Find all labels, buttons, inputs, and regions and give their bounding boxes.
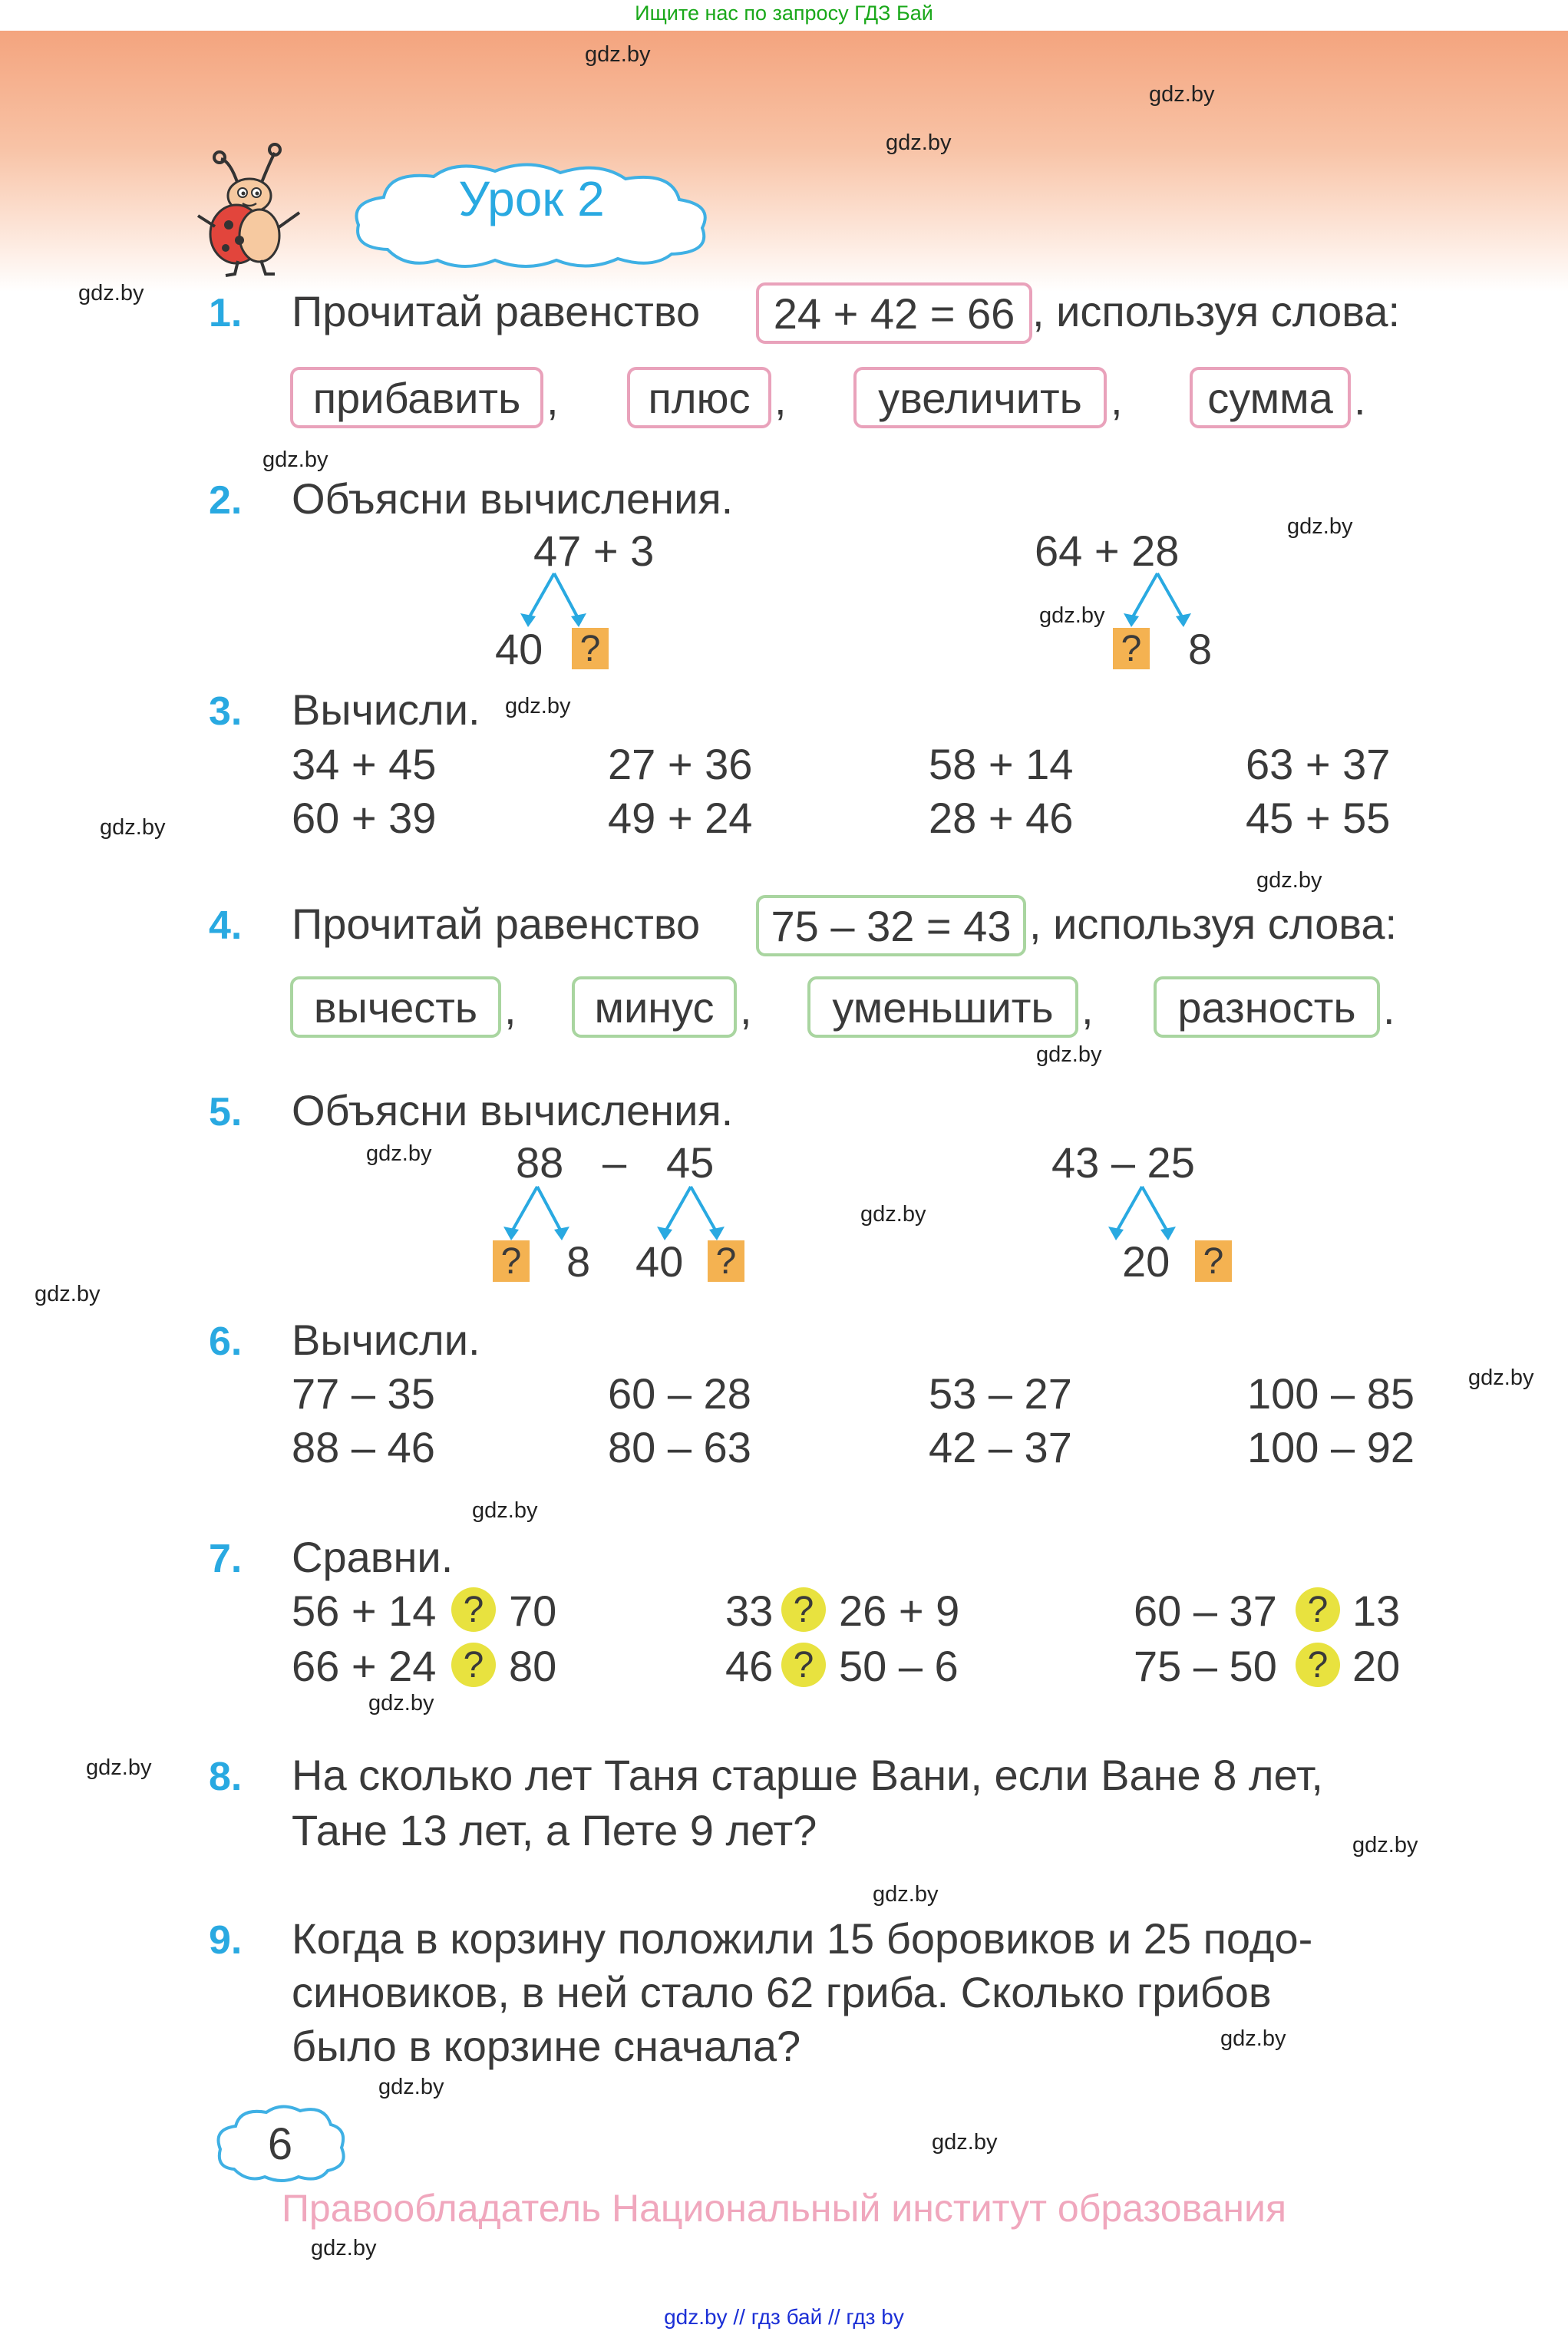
- comma: ,: [1081, 985, 1094, 1033]
- word-box: увеличить: [853, 367, 1107, 428]
- task-number-7: 7.: [209, 1537, 243, 1581]
- word-box: минус: [572, 976, 737, 1038]
- compare-left: 33: [725, 1587, 774, 1635]
- expression: 47 + 3: [533, 527, 655, 575]
- footer-links: [0, 2305, 1568, 2330]
- task-number-6: 6.: [209, 1319, 243, 1364]
- footer-separator: //: [733, 2305, 745, 2329]
- compare-right: 70: [509, 1587, 557, 1635]
- compare-right: 26 + 9: [839, 1587, 960, 1635]
- task-4-text-end: , используя слова:: [1029, 900, 1398, 948]
- watermark: gdz.by: [1039, 603, 1105, 628]
- lesson-title: Урок 2: [458, 171, 605, 226]
- compare-left: 56 + 14: [292, 1587, 437, 1635]
- example: 88 – 46: [292, 1423, 435, 1471]
- task-6-text: Вычисли.: [292, 1316, 480, 1364]
- watermark: gdz.by: [1287, 514, 1353, 539]
- watermark: gdz.by: [472, 1498, 538, 1523]
- footer-link[interactable]: гдз by: [846, 2305, 904, 2329]
- footer-link[interactable]: gdz.by: [664, 2305, 728, 2329]
- period: .: [1383, 985, 1395, 1033]
- task-9-line: синовиков, в ней стало 62 гриба. Сколько грибов: [292, 1968, 1272, 2016]
- compare-right: 20: [1352, 1642, 1401, 1690]
- example: 77 – 35: [292, 1369, 435, 1418]
- example: 53 – 27: [929, 1369, 1072, 1418]
- task-5-text: Объясни вычисления.: [292, 1086, 734, 1134]
- ladybug-mascot-icon: [192, 142, 307, 280]
- task-8-line: На сколько лет Таня старше Вани, если Ване 8 лет,: [292, 1751, 1323, 1799]
- task-9-line: Когда в корзину положили 15 боровиков и 25 подо-: [292, 1914, 1313, 1963]
- watermark: gdz.by: [505, 694, 571, 718]
- part-value: 40: [635, 1237, 684, 1286]
- example: 34 + 45: [292, 740, 437, 788]
- footer-separator: //: [828, 2305, 840, 2329]
- compare-left: 75 – 50: [1134, 1642, 1277, 1690]
- watermark: gdz.by: [262, 447, 328, 472]
- comma: ,: [774, 375, 787, 424]
- task-1-text-end: , используя слова:: [1032, 287, 1401, 335]
- example: 42 – 37: [929, 1423, 1072, 1471]
- example: 100 – 85: [1247, 1369, 1415, 1418]
- footer-link[interactable]: гдз бай: [751, 2305, 823, 2329]
- watermark: gdz.by: [1220, 2026, 1286, 2051]
- example: 60 + 39: [292, 794, 437, 842]
- part-value: 40: [495, 625, 543, 673]
- watermark: gdz.by: [368, 1691, 434, 1716]
- watermark: gdz.by: [886, 130, 952, 155]
- question-square: ?: [493, 1240, 530, 1282]
- rights-holder: Правообладатель Национальный институт образования: [281, 2187, 1287, 2230]
- example: 49 + 24: [608, 794, 753, 842]
- compare-right: 80: [509, 1642, 557, 1690]
- watermark: gdz.by: [366, 1141, 432, 1166]
- task-3-text: Вычисли.: [292, 685, 480, 734]
- watermark: gdz.by: [860, 1202, 926, 1227]
- watermark: gdz.by: [86, 1755, 152, 1780]
- question-circle: ?: [781, 1643, 826, 1687]
- example: 28 + 46: [929, 794, 1074, 842]
- period: .: [1354, 375, 1366, 424]
- question-circle: ?: [781, 1587, 826, 1632]
- task-number-4: 4.: [209, 903, 243, 948]
- watermark: gdz.by: [100, 815, 166, 840]
- task-number-8: 8.: [209, 1755, 243, 1799]
- part-value: 8: [566, 1237, 591, 1286]
- question-circle: ?: [1296, 1587, 1340, 1632]
- task-number-9: 9.: [209, 1918, 243, 1963]
- part-value: 20: [1122, 1237, 1170, 1286]
- question-square: ?: [572, 628, 609, 669]
- task-number-5: 5.: [209, 1090, 243, 1134]
- example: 100 – 92: [1247, 1423, 1415, 1471]
- compare-left: 60 – 37: [1134, 1587, 1277, 1635]
- task-number-2: 2.: [209, 478, 243, 523]
- expression-part: 88: [516, 1138, 564, 1187]
- compare-right: 13: [1352, 1587, 1401, 1635]
- example: 80 – 63: [608, 1423, 751, 1471]
- expression-part: 45: [666, 1138, 715, 1187]
- watermark: gdz.by: [311, 2236, 377, 2260]
- watermark: gdz.by: [1036, 1042, 1102, 1067]
- question-square: ?: [708, 1240, 744, 1282]
- example: 45 + 55: [1246, 794, 1391, 842]
- compare-left: 46: [725, 1642, 774, 1690]
- comma: ,: [740, 985, 752, 1033]
- word-box: вычесть: [290, 976, 501, 1038]
- watermark: gdz.by: [585, 42, 651, 67]
- watermark: gdz.by: [78, 281, 144, 305]
- task-1-text: Прочитай равенство: [292, 287, 701, 335]
- question-square: ?: [1113, 628, 1150, 669]
- example: 63 + 37: [1246, 740, 1391, 788]
- watermark: gdz.by: [1256, 868, 1322, 893]
- watermark: gdz.by: [873, 1882, 939, 1907]
- example: 60 – 28: [608, 1369, 751, 1418]
- word-box: прибавить: [290, 367, 543, 428]
- task-number-1: 1.: [209, 291, 243, 335]
- task-7-text: Сравни.: [292, 1533, 454, 1581]
- example: 58 + 14: [929, 740, 1074, 788]
- expression-operator: –: [602, 1138, 627, 1187]
- equation-box-4: 75 – 32 = 43: [756, 895, 1026, 956]
- watermark: gdz.by: [932, 2130, 998, 2155]
- comma: ,: [1111, 375, 1123, 424]
- example: 27 + 36: [608, 740, 753, 788]
- task-number-3: 3.: [209, 689, 243, 734]
- watermark: gdz.by: [1468, 1365, 1534, 1390]
- task-9-line: было в корзине сначала?: [292, 2022, 801, 2070]
- comma: ,: [546, 375, 559, 424]
- expression: 64 + 28: [1035, 527, 1180, 575]
- question-circle: ?: [451, 1587, 496, 1632]
- comma: ,: [504, 985, 517, 1033]
- question-circle: ?: [1296, 1643, 1340, 1687]
- watermark: gdz.by: [35, 1282, 101, 1306]
- word-box: разность: [1154, 976, 1380, 1038]
- compare-left: 66 + 24: [292, 1642, 437, 1690]
- equation-box-1: 24 + 42 = 66: [756, 282, 1032, 344]
- task-4-text: Прочитай равенство: [292, 900, 701, 948]
- watermark: gdz.by: [1352, 1833, 1418, 1858]
- task-8-line: Тане 13 лет, а Пете 9 лет?: [292, 1806, 817, 1854]
- compare-right: 50 – 6: [839, 1642, 959, 1690]
- question-square: ?: [1195, 1240, 1232, 1282]
- word-box: сумма: [1190, 367, 1351, 428]
- expression: 43 – 25: [1051, 1138, 1195, 1187]
- watermark: gdz.by: [1149, 82, 1215, 107]
- question-circle: ?: [451, 1643, 496, 1687]
- search-notice[interactable]: Ищите нас по запросу ГДЗ Бай: [635, 2, 933, 25]
- word-box: уменьшить: [807, 976, 1078, 1038]
- word-box: плюс: [627, 367, 771, 428]
- page-number: 6: [267, 2119, 293, 2169]
- part-value: 8: [1188, 625, 1213, 673]
- task-2-text: Объясни вычисления.: [292, 474, 734, 523]
- watermark: gdz.by: [378, 2075, 444, 2099]
